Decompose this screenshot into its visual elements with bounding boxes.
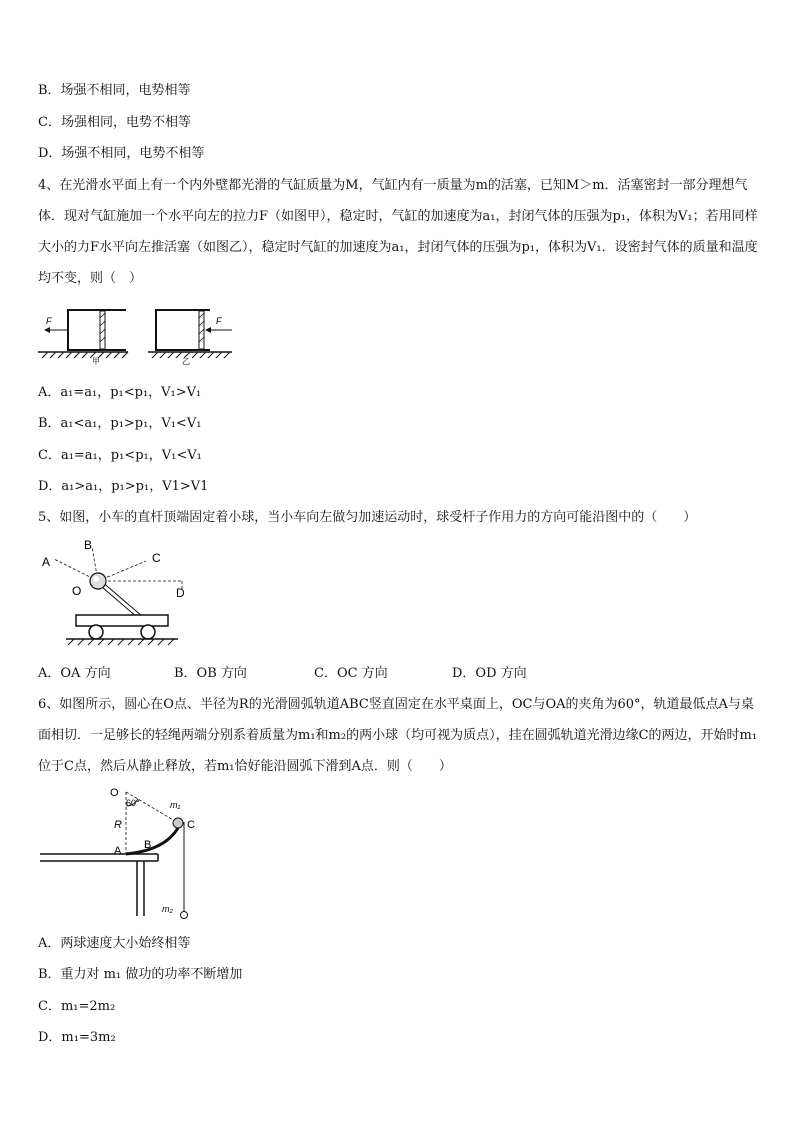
q4-option-b: B．a₁<a₁，p₁>p₁，V₁<V₁ [38, 416, 202, 431]
q6-arc-track-figure [38, 784, 208, 924]
q5-options-row [38, 665, 527, 683]
q6-label-r: R [114, 819, 122, 831]
q6-label-c: C [187, 819, 195, 831]
q5-label-c: C [152, 551, 161, 565]
q6-label-a: A [114, 845, 122, 857]
q5-label-b: B [84, 538, 93, 552]
q6-option-d: D．m₁=3m₂ [38, 1030, 116, 1045]
q6-option-c: C．m₁=2m₂ [38, 999, 116, 1014]
q6-label-o: O [110, 787, 119, 799]
q6-label-angle: 60° [126, 798, 140, 808]
q6-option-b: B．重力对 m₁ 做功的功率不断增加 [38, 967, 243, 982]
q6-option-a: A．两球速度大小始终相等 [38, 936, 191, 951]
q4-stem: 4、在光滑水平面上有一个内外壁都光滑的气缸质量为M，气缸内有一质量为m的活塞，已知M＞m．活塞密封一部分理想气体．现对气缸施加一个水平向左的拉力F（如图甲），稳定时，气缸的加速度为a₁，封闭气体的压强为p₁，体积为V₁；若用同样大小的力F水平向左推活塞（如图乙），稳定时气缸的加速度为a₁，封闭气体的压强为p₁，体积为V₁．设密封气体的质量和温度均不变，则（ ） [38, 178, 758, 286]
q4-yi-label: 乙 [182, 357, 190, 366]
q4-f-label-left: F [46, 316, 52, 326]
q5-cart-figure [36, 535, 196, 655]
q5-option-b: B．OB 方向 [174, 666, 247, 681]
q6-label-b: B [144, 839, 152, 851]
q5-option-d: D．OD 方向 [452, 666, 527, 681]
q3-option-d: D．场强不相同，电势不相等 [38, 146, 205, 161]
q5-option-a: A．OA 方向 [38, 666, 111, 681]
q5-option-c: C．OC 方向 [314, 666, 388, 681]
q4-cylinder-figure [36, 300, 236, 370]
q6-label-m2: m₂ [162, 904, 173, 914]
q3-option-c: C．场强相同，电势不相等 [38, 115, 191, 130]
q4-f-label-right: F [216, 316, 222, 326]
q4-jia-label: 甲 [92, 357, 100, 366]
q5-label-o: O [72, 584, 82, 598]
q6-label-m1: m₁ [170, 800, 181, 810]
q5-stem: 5、如图，小车的直杆顶端固定着小球，当小车向左做匀加速运动时，球受杆子作用力的方向可能沿图中的（ ） [38, 510, 697, 525]
q5-label-d: D [176, 586, 185, 600]
q6-stem: 6、如图所示，圆心在O点、半径为R的光滑圆弧轨道ABC竖直固定在水平桌面上，OC与OA的夹角为60°，轨道最低点A与桌面相切．一足够长的轻绳两端分别系着质量为m₁和m₂的两小球（均可视为质点），挂在圆弧轨道光滑边缘C的两边，开始时m₁位于C点，然后从静止释放，若m₁恰好能沿圆弧下滑到A点．则（ ） [38, 697, 758, 774]
q4-option-d: D．a₁>a₁，p₁>p₁，V1>V1 [38, 479, 209, 494]
q5-label-a: A [42, 555, 51, 569]
q3-option-b: B．场强不相同，电势相等 [38, 83, 191, 98]
q4-option-a: A．a₁=a₁，p₁<p₁，V₁>V₁ [38, 385, 202, 400]
q4-option-c: C．a₁=a₁，p₁<p₁，V₁<V₁ [38, 448, 202, 463]
